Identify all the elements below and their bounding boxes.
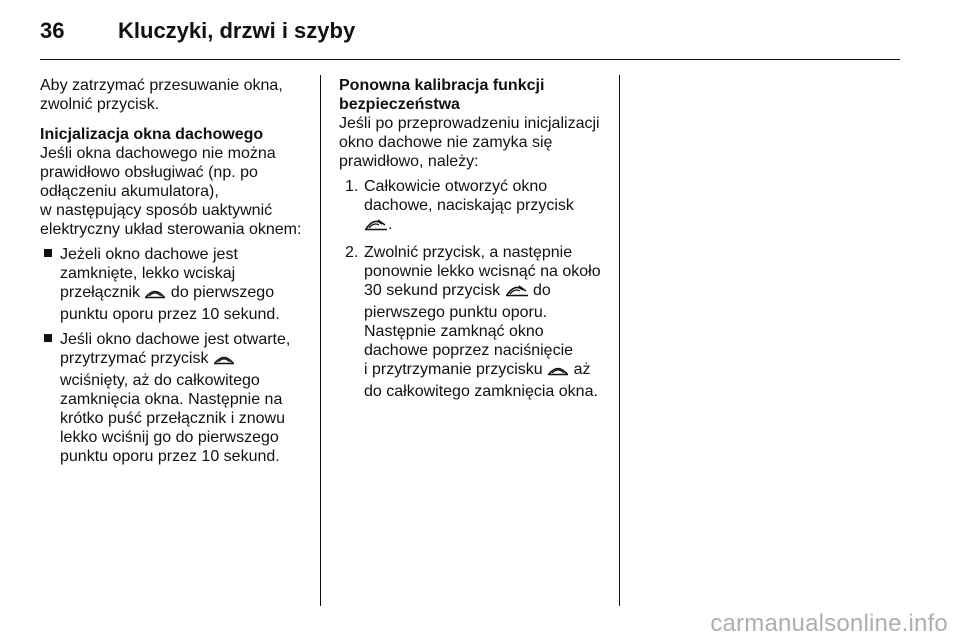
list-item: Jeśli okno dachowe jest otwarte, przytrzymać przycisk wciśnięty, aż do całkowitego zamknięcia okna. Następnie na krótko puść przełącznik i znowu lekko wciśnij go do pierwszego punktu oporu przez 10 sekund. [40, 330, 308, 466]
list-item: 1. Całkowicie otworzyć okno dachowe, naciskając przycisk . [339, 177, 611, 237]
intro-paragraph: Aby zatrzymać przesuwanie okna, zwolnić przycisk. [40, 77, 283, 113]
sunroof-close-icon [547, 363, 569, 382]
step-number: 2. [345, 244, 359, 261]
section-heading-init: Inicjalizacja okna dachowego [40, 126, 264, 143]
page-header [40, 18, 900, 48]
column-left [40, 76, 308, 466]
sunroof-close-icon [213, 352, 235, 371]
init-body: Jeśli okna dachowego nie można prawidłowo obsługiwać (np. po odłączeniu akumulatora), w następujący sposób uaktywnić elektryczny układ sterowania oknem: [40, 145, 302, 238]
column-middle [339, 76, 611, 401]
step-number: 1. [345, 178, 359, 195]
watermark: carmanualsonline.info [710, 610, 948, 637]
column-divider [320, 75, 321, 606]
section-heading-calibration: Ponowna kalibracja funkcji bezpieczeństwa [339, 77, 545, 113]
list-item: 2. Zwolnić przycisk, a następnie ponownie lekko wcisnąć na około 30 sekund przycisk do pierwszego punktu oporu. Następnie zamknąć okno dachowe poprzez naciśnięcie i przytrzymanie przycisku aż do całkowitego zamknięcia okna. [345, 244, 601, 400]
header-rule [40, 59, 900, 60]
page-title: Kluczyki, drzwi i szyby [118, 18, 356, 43]
sunroof-open-icon [505, 282, 529, 303]
page-number: 36 [40, 18, 65, 43]
sunroof-open-icon [364, 216, 388, 237]
list-item: Jeżeli okno dachowe jest zamknięte, lekko wciskaj przełącznik do pierwszego punktu oporu przez 10 sekund. [40, 245, 308, 324]
bullet-square-icon [44, 334, 52, 342]
bullet-square-icon [44, 249, 52, 257]
column-divider-right [619, 75, 620, 606]
sunroof-close-icon [144, 286, 166, 305]
calibration-body: Jeśli po przeprowadzeniu inicjalizacji okno dachowe nie zamyka się prawidłowo, należy: [339, 115, 600, 170]
